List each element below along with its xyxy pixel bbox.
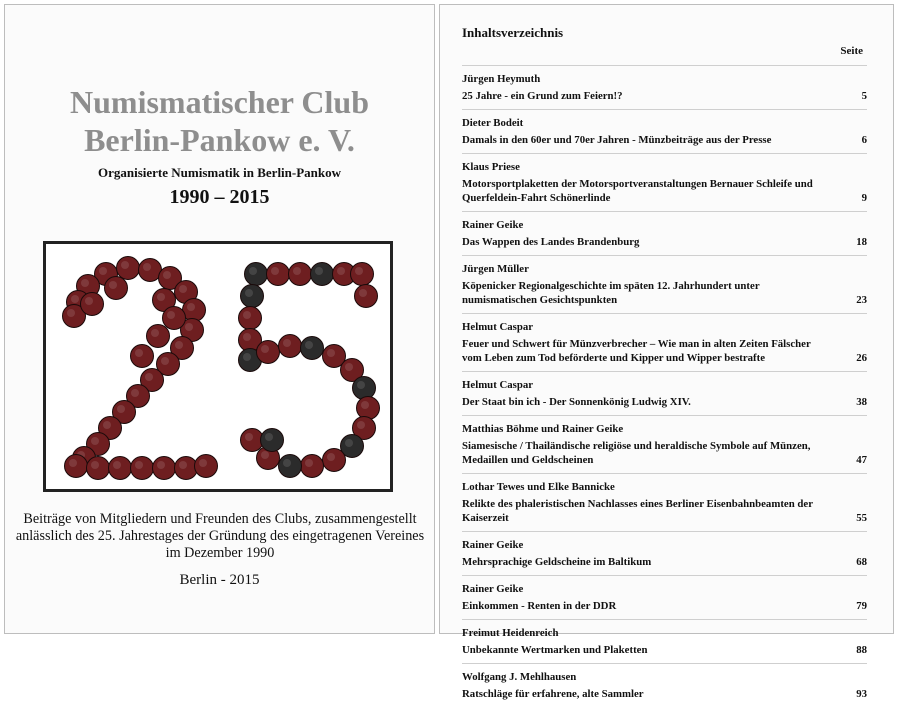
toc-entry-page: 88	[856, 644, 867, 656]
coin-highlight-icon	[261, 451, 269, 459]
coin-highlight-icon	[135, 349, 143, 357]
coin-highlight-icon	[345, 363, 353, 371]
toc-entry-page: 55	[856, 512, 867, 524]
toc-entry-page: 18	[856, 236, 867, 248]
coin-highlight-icon	[283, 459, 291, 467]
coin-highlight-icon	[357, 421, 365, 429]
coin-icon	[241, 285, 264, 308]
toc-entry	[462, 378, 867, 409]
toc-entry	[462, 218, 867, 249]
toc-entry	[462, 670, 867, 701]
coin-icon	[175, 457, 198, 480]
coin-highlight-icon	[293, 267, 301, 275]
coin-highlight-icon	[135, 461, 143, 469]
coin-highlight-icon	[199, 459, 207, 467]
coin-icon	[245, 263, 268, 286]
toc-separator	[462, 255, 867, 256]
cover-description: Beiträge von Mitgliedern und Freunden des Clubs, zusammengestellt anlässlich des 25. Jahrestages der Gründung des eingetragenen Vereines im Dezember 1990	[15, 511, 425, 561]
coin-highlight-icon	[143, 263, 151, 271]
toc-separator	[462, 415, 867, 416]
coin-icon	[87, 457, 110, 480]
toc-entry-author: Helmut Caspar	[462, 379, 534, 391]
coin-highlight-icon	[117, 405, 125, 413]
coin-highlight-icon	[283, 339, 291, 347]
toc-entry-author: Jürgen Müller	[462, 263, 529, 275]
coin-highlight-icon	[305, 341, 313, 349]
coin-icon	[279, 335, 302, 358]
toc-entry-page: 23	[856, 294, 867, 306]
toc-entry	[462, 480, 867, 525]
coin-highlight-icon	[85, 297, 93, 305]
coin-highlight-icon	[271, 267, 279, 275]
toc-entry	[462, 320, 867, 365]
toc-entry-page: 9	[861, 192, 867, 204]
coin-highlight-icon	[243, 353, 251, 361]
coin-icon	[261, 429, 284, 452]
toc-separator	[462, 109, 867, 110]
toc-entry-page: 93	[856, 688, 867, 700]
toc-entry-title: Unbekannte Wertmarken und Plaketten	[462, 644, 648, 656]
toc-separator	[462, 619, 867, 620]
coin-icon	[163, 307, 186, 330]
toc-entry-title: 25 Jahre - ein Grund zum Feiern!?	[462, 90, 623, 102]
coin-highlight-icon	[337, 267, 345, 275]
coin-highlight-icon	[167, 311, 175, 319]
toc-entry-author: Dieter Bodeit	[462, 117, 524, 129]
coin-icon	[109, 457, 132, 480]
coin-icon	[257, 341, 280, 364]
coin-highlight-icon	[243, 333, 251, 341]
toc-entry-title: Damals in den 60er und 70er Jahren - Münzbeiträge aus der Presse	[462, 134, 772, 146]
toc-entry-page: 47	[856, 454, 867, 466]
toc-list	[462, 59, 867, 701]
toc-entry-page: 68	[856, 556, 867, 568]
coin-icon	[131, 457, 154, 480]
coin-highlight-icon	[355, 267, 363, 275]
coin-icon	[301, 337, 324, 360]
toc-entry-title: Das Wappen des Landes Brandenburg	[462, 236, 640, 248]
coin-icon	[301, 455, 324, 478]
coin-highlight-icon	[179, 461, 187, 469]
coin-icon	[147, 325, 170, 348]
toc-entry-author: Rainer Geike	[462, 583, 524, 595]
coin-highlight-icon	[265, 433, 273, 441]
coin-highlight-icon	[91, 461, 99, 469]
toc-separator	[462, 371, 867, 372]
coin-highlight-icon	[151, 329, 159, 337]
toc-entry-author: Wolfgang J. Mehlhausen	[462, 671, 577, 683]
toc-entry-title: Siamesische / Thailändische religiöse und heraldische Symbole auf Münzen, Medaillen und Geldscheinen	[462, 440, 811, 466]
coin-highlight-icon	[361, 401, 369, 409]
toc-entry-title: Ratschläge für erfahrene, alte Sammler	[462, 688, 644, 700]
coin-icon	[239, 307, 262, 330]
coin-icon	[81, 293, 104, 316]
coin-icon	[289, 263, 312, 286]
coin-highlight-icon	[131, 389, 139, 397]
coin-highlight-icon	[113, 461, 121, 469]
cover-page	[4, 4, 435, 634]
toc-entry-page: 38	[856, 396, 867, 408]
toc-entry-author: Helmut Caspar	[462, 321, 534, 333]
toc-entry-title: Feuer und Schwert für Münzverbrecher – Wie man in alten Zeiten Fälscher vom Leben zum Tod beförderte und Kipper und Wipper bestrafte	[462, 338, 811, 364]
toc-separator	[462, 663, 867, 664]
coin-highlight-icon	[121, 261, 129, 269]
toc-entry	[462, 116, 867, 147]
coin-icon	[323, 449, 346, 472]
coin-icon	[355, 285, 378, 308]
coin-highlight-icon	[99, 267, 107, 275]
toc-separator	[462, 313, 867, 314]
coin-highlight-icon	[145, 373, 153, 381]
cover-subtitle: Organisierte Numismatik in Berlin-Pankow	[97, 165, 342, 180]
coin-icon	[279, 455, 302, 478]
coin-highlight-icon	[157, 461, 165, 469]
coin-highlight-icon	[261, 345, 269, 353]
toc-entry-title: Mehrsprachige Geldscheine im Baltikum	[462, 556, 652, 568]
coin-icon	[105, 277, 128, 300]
toc-entry-author: Freimut Heidenreich	[462, 627, 559, 639]
coin-highlight-icon	[109, 281, 117, 289]
toc-entry	[462, 160, 867, 205]
toc-separator	[462, 575, 867, 576]
coin-highlight-icon	[187, 303, 195, 311]
toc-heading: Inhaltsverzeichnis	[462, 25, 564, 40]
coin-highlight-icon	[243, 311, 251, 319]
page-column-label: Seite	[840, 45, 863, 57]
toc-entry	[462, 72, 867, 103]
coin-icon	[353, 377, 376, 400]
coin-highlight-icon	[359, 289, 367, 297]
coin-highlight-icon	[69, 459, 77, 467]
coin-highlight-icon	[175, 341, 183, 349]
toc-entry-author: Rainer Geike	[462, 219, 524, 231]
club-title-line2: Berlin-Pankow e. V.	[84, 122, 355, 158]
toc-entry-author: Klaus Priese	[462, 161, 520, 173]
coin-icon	[357, 397, 380, 420]
toc-entry-page: 26	[856, 352, 867, 364]
toc-entry-title: Köpenicker Regionalgeschichte im späten 12. Jahrhundert unter numismatischen Gesichtspunkten	[462, 280, 760, 306]
toc-entry	[462, 626, 867, 657]
toc-entry-author: Lothar Tewes und Elke Bannicke	[462, 481, 615, 493]
club-title-line1: Numismatischer Club	[70, 84, 369, 120]
toc-entry-page: 5	[861, 90, 867, 102]
toc-entry-author: Rainer Geike	[462, 539, 524, 551]
coin-highlight-icon	[245, 289, 253, 297]
coin-highlight-icon	[315, 267, 323, 275]
coin-icon	[153, 457, 176, 480]
toc-entry-title: Der Staat bin ich - Der Sonnenkönig Ludwig XIV.	[462, 396, 691, 408]
toc-separator	[462, 211, 867, 212]
toc-entry-page: 6	[861, 134, 867, 146]
coin-highlight-icon	[305, 459, 313, 467]
toc-entry	[462, 538, 867, 569]
coin-highlight-icon	[103, 421, 111, 429]
coin-number-graphic	[46, 244, 390, 489]
toc-entry-title: Einkommen - Renten in der DDR	[462, 600, 617, 612]
coin-icon	[195, 455, 218, 478]
coin-highlight-icon	[91, 437, 99, 445]
coin-icon	[117, 257, 140, 280]
toc-entry-page: 79	[856, 600, 867, 612]
coin-highlight-icon	[161, 357, 169, 365]
toc-entry	[462, 582, 867, 613]
toc-entry	[462, 422, 867, 467]
toc-entry-title: Relikte des phaleristischen Nachlasses eines Berliner Eisenbahnbeamten der Kaiserzeit	[462, 498, 813, 524]
coin-highlight-icon	[81, 279, 89, 287]
toc-entry-author: Matthias Böhme und Rainer Geike	[462, 423, 624, 435]
toc-entry-title: Motorsportplaketten der Motorsportveranstaltungen Bernauer Schleife und Querfeldein-Fahrt Schönerlinde	[462, 178, 813, 204]
coin-highlight-icon	[249, 267, 257, 275]
coin-icon	[267, 263, 290, 286]
toc-separator	[462, 473, 867, 474]
coin-highlight-icon	[163, 271, 171, 279]
toc-separator	[462, 153, 867, 154]
coin-icon	[65, 455, 88, 478]
toc-separator	[462, 65, 867, 66]
coin-highlight-icon	[345, 439, 353, 447]
toc-separator	[462, 531, 867, 532]
coin-highlight-icon	[357, 381, 365, 389]
coin-highlight-icon	[179, 285, 187, 293]
cover-place-year: Berlin - 2015	[179, 572, 260, 588]
toc-entry-author: Jürgen Heymuth	[462, 73, 541, 85]
anniversary-25-coin-image	[43, 241, 393, 492]
table-of-contents-page	[439, 4, 894, 700]
coin-highlight-icon	[71, 295, 79, 303]
coin-icon	[311, 263, 334, 286]
coin-highlight-icon	[245, 433, 253, 441]
coin-highlight-icon	[157, 293, 165, 301]
coin-icon	[131, 345, 154, 368]
coin-highlight-icon	[185, 323, 193, 331]
toc-entry	[462, 262, 867, 307]
coin-highlight-icon	[327, 349, 335, 357]
coin-highlight-icon	[327, 453, 335, 461]
coin-highlight-icon	[67, 309, 75, 317]
cover-years: 1990 – 2015	[169, 186, 270, 208]
coin-icon	[351, 263, 374, 286]
